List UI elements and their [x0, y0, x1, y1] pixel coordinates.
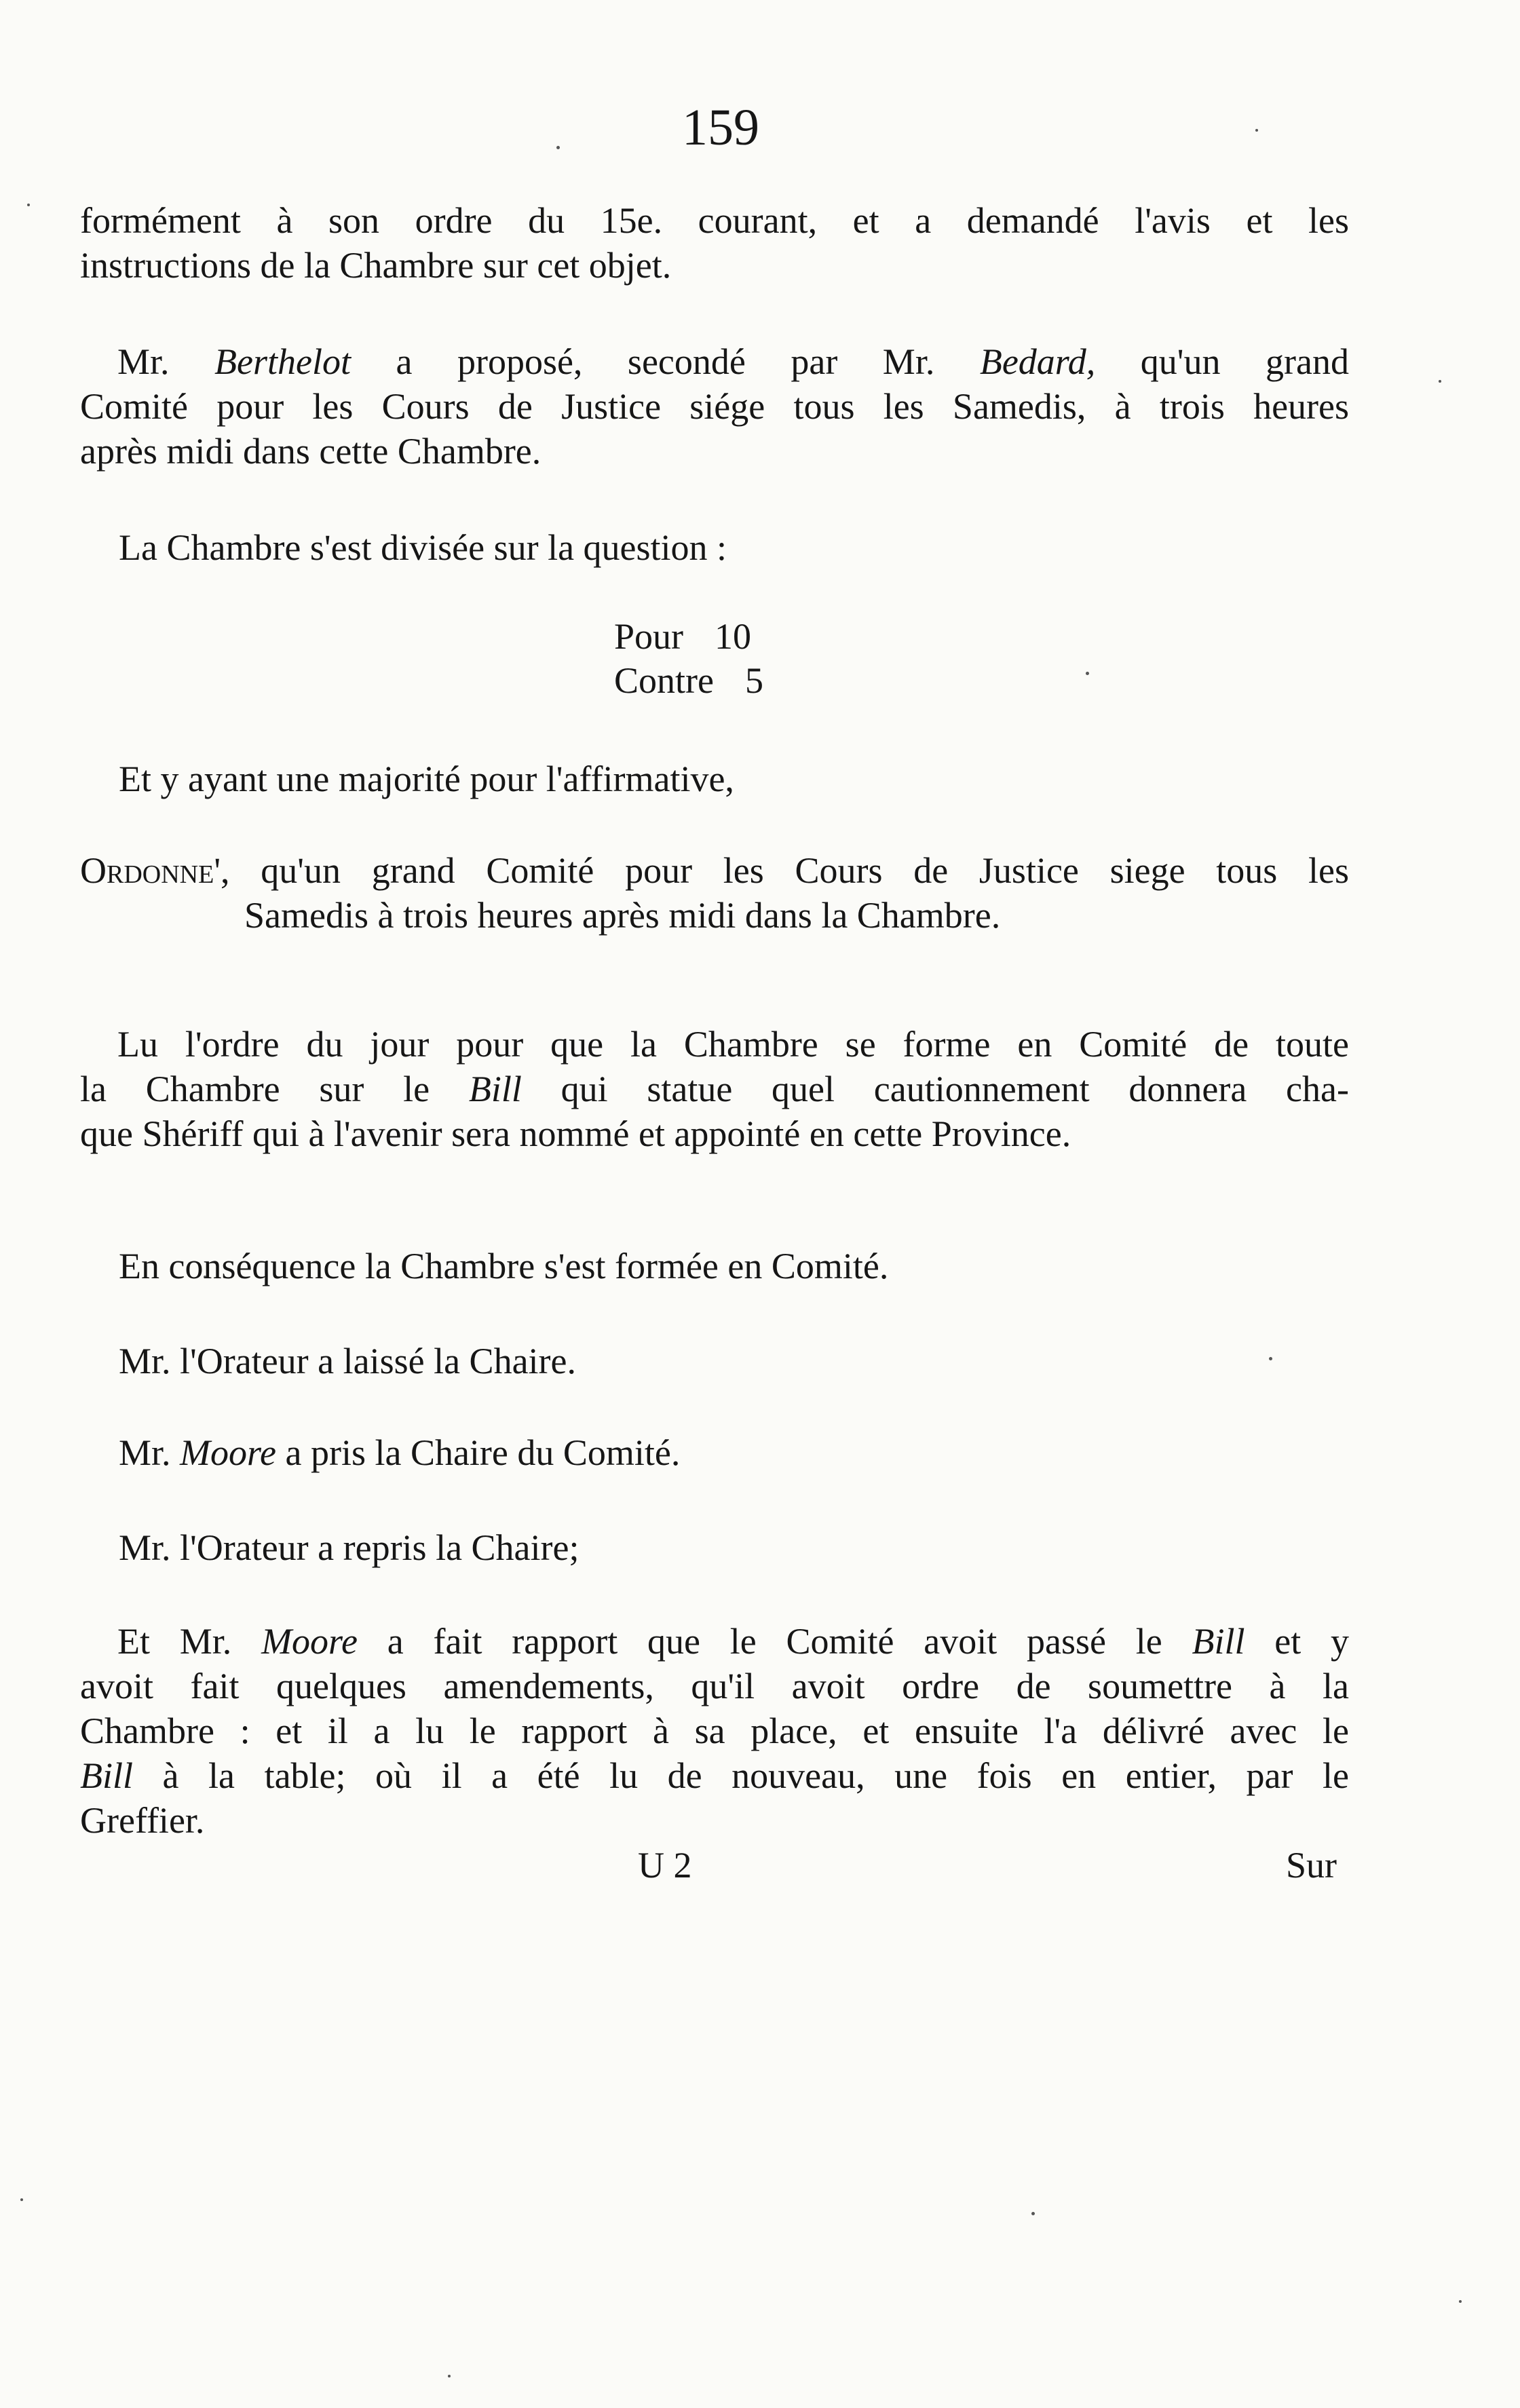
text-line: la Chambre sur le Bill qui statue quel cautionnement donnera cha- — [80, 1069, 1349, 1109]
report-paragraph — [80, 1619, 1349, 1843]
bill-term: Bill — [80, 1755, 133, 1796]
paper-speck — [1269, 1357, 1272, 1360]
bill-term: Bill — [468, 1069, 522, 1109]
text-line: Mr. Berthelot a proposé, secondé par Mr. Bedard, qu'un grand — [117, 341, 1349, 382]
moore-took-chair: Mr. Moore a pris la Chaire du Comité. — [119, 1432, 681, 1473]
signature-mark: U 2 — [638, 1845, 692, 1886]
paper-speck — [1459, 2300, 1462, 2303]
paragraph-continuation — [80, 198, 1349, 288]
member-name: Berthelot — [214, 341, 351, 382]
text-line: Greffier. — [80, 1800, 205, 1841]
paper-speck — [1031, 2212, 1035, 2215]
paper-speck — [448, 2375, 451, 2377]
member-name: Bedard, — [979, 341, 1096, 382]
text-line: Et Mr. Moore a fait rapport que le Comité avoit passé le Bill et y — [117, 1621, 1349, 1662]
text-line: après midi dans cette Chambre. — [80, 431, 542, 472]
order-keyword: Ordonne', — [80, 850, 230, 891]
vote-contre — [614, 658, 763, 703]
vote-label: Contre — [614, 660, 714, 701]
division-statement: La Chambre s'est divisée sur la question : — [119, 527, 727, 568]
text-line: Bill à la table; où il a été lu de nouveau, une fois en entier, par le — [80, 1755, 1349, 1796]
text-line: formément à son ordre du 15e. courant, et a demandé l'avis et les — [80, 200, 1349, 241]
text-line: Comité pour les Cours de Justice siége tous les Samedis, à trois heures — [80, 386, 1349, 427]
paper-speck — [1255, 129, 1258, 132]
text-line: Lu l'ordre du jour pour que la Chambre se forme en Comité de toute — [117, 1024, 1349, 1065]
text-line: Chambre : et il a lu le rapport à sa place, et ensuite l'a délivré avec le — [80, 1711, 1349, 1751]
committee-statement: En conséquence la Chambre s'est formée en Comité. — [119, 1246, 889, 1286]
vote-count: 10 — [715, 616, 752, 657]
paper-speck — [1439, 380, 1441, 383]
order-of-day-paragraph — [80, 1022, 1349, 1156]
paragraph-motion — [80, 339, 1349, 474]
member-name: Moore — [180, 1432, 276, 1473]
majority-statement: Et y ayant une majorité pour l'affirmative, — [119, 759, 734, 799]
bill-term: Bill — [1192, 1621, 1245, 1662]
paper-speck — [556, 146, 560, 149]
order-paragraph — [80, 848, 1349, 893]
text-line: Ordonne', qu'un grand Comité pour les Cours de Justice siege tous les — [80, 850, 1349, 891]
text-line: avoit fait quelques amendements, qu'il avoit ordre de soumettre à la — [80, 1666, 1349, 1706]
vote-count: 5 — [744, 660, 763, 701]
catchword: Sur — [1286, 1845, 1337, 1886]
page-number: 159 — [682, 99, 759, 156]
member-name: Moore — [261, 1621, 358, 1662]
text-line: Samedis à trois heures après midi dans la Chambre. — [244, 895, 1001, 936]
vote-label: Pour — [614, 616, 684, 657]
paper-speck — [20, 2198, 23, 2201]
text-line: instructions de la Chambre sur cet objet. — [80, 245, 672, 286]
paper-speck — [1086, 672, 1089, 675]
speaker-left-chair: Mr. l'Orateur a laissé la Chaire. — [119, 1341, 576, 1381]
vote-pour — [614, 614, 751, 659]
text-line: que Shériff qui à l'avenir sera nommé et appointé en cette Province. — [80, 1113, 1071, 1154]
speaker-resumed-chair: Mr. l'Orateur a repris la Chaire; — [119, 1527, 580, 1568]
paper-speck — [27, 204, 30, 206]
